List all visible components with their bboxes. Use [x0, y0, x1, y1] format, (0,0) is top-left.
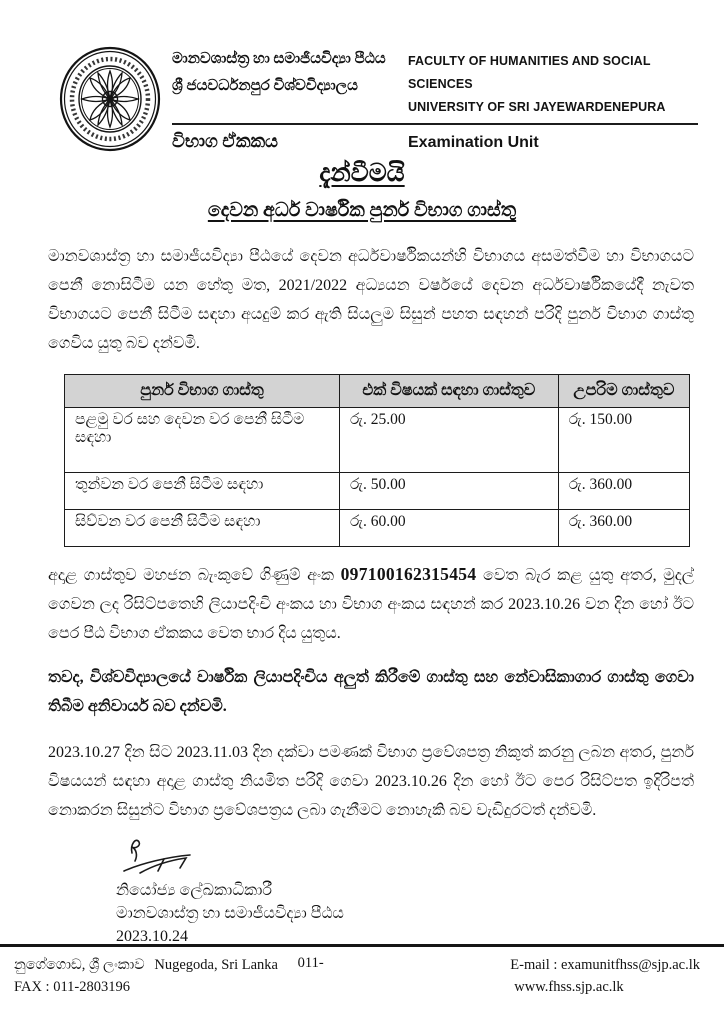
footer	[0, 944, 724, 998]
fee-row1-description: පළමු වර සහ දෙවන වර පෙනී සිටීම සඳහා	[65, 408, 340, 473]
fee-row2-per-subject: රු. 50.00	[340, 473, 559, 510]
faculty-en-line1: FACULTY OF HUMANITIES AND SOCIAL SCIENCES	[408, 54, 651, 92]
fee-table-header-description: පුනර් විභාග ගාස්තු	[65, 375, 340, 408]
university-seal-icon	[58, 46, 162, 152]
payment-text-after: වෙත බැර කළ යුතු අතර, මුදල් ගෙවන ලද රිසිට්පතෙහි ලියාපදිංචි අංකය හා විභාග අංකය සඳහන් කර 2023.10.26 වන දින හෝ ඊට පෙර පීඨ විභාග ඒකකය වෙත භාර දිය යුතුය.	[48, 567, 694, 643]
header-divider	[172, 123, 698, 125]
fee-row3-maximum: රු. 360.00	[558, 510, 689, 547]
paragraph-intro: මානවශාස්ත්‍ර හා සමාජීයවිද්‍යා පීඨයේ දෙවන අර්ධවාර්ෂිකයන්හි විභාගය අසමත්වීම හා විභාගයට පෙනී නොසිටීම යන හේතු මත, 2021/2022 අධ්‍යයන වර්ෂයේ දෙවන අර්ධවාර්ෂිකයේදී නැවත විභාගයට පෙනී සිටීම සඳහා අයදුම් කර ඇති සියලුම සිසුන් පහත සඳහන් පරිදි පුනර් විභාග ගාස්තු ගෙවිය යුතු බව දන්වමි.	[48, 248, 694, 353]
fee-row1-maximum: රු. 150.00	[558, 408, 689, 473]
footer-email: E-mail : examunitfhss@sjp.ac.lk	[510, 957, 700, 973]
notice-title: දැන්වීමයි	[319, 160, 405, 188]
notice-subtitle: දෙවන අර්ධ වාර්ෂික පුනර් විභාග ගාස්තු	[207, 200, 517, 222]
payment-text-before: අදාළ ගාස්තුව මහජන බැංකුවේ ගිණුම් අංක	[48, 567, 341, 585]
fee-table-header-maximum: උපරිම ගාස්තුව	[558, 375, 689, 408]
footer-address-sinhala: නුගේගොඩ, ශ්‍රී ලංකාව	[14, 957, 145, 973]
fee-row2-maximum: රු. 360.00	[558, 473, 689, 510]
signature-icon	[120, 833, 216, 879]
fee-row3-per-subject: රු. 60.00	[340, 510, 559, 547]
footer-address-line	[14, 954, 324, 976]
footer-contact-right	[510, 954, 704, 998]
fee-row2-description: තුන්වන වර පෙනී සිටීම සඳහා	[65, 473, 340, 510]
unit-name-sinhala: විභාග ඒකකය	[172, 131, 279, 152]
letterhead-text	[172, 46, 698, 152]
notice-body	[0, 242, 724, 948]
paragraph-admission-cards: 2023.10.27 දින සිට 2023.11.03 දින දක්වා පමණක් විභාග ප්‍රවේශපත්‍ර නිකුත් කරනු ලබන අතර, පුනර් විෂයයන් සඳහා අදාළ ගාස්තු නියමිත පරිදි ගෙවා 2023.10.26 දින හෝ ඊට පෙර රිසිට්පත ඉදිරිපත් නොකරන සිසුන්ට විභාග ප්‍රවේශපත්‍රය ලබා ගැනීමට නොහැකි බව වැඩිදුරටත් දන්වමි.	[48, 744, 694, 820]
bank-account-number: 097100162315454	[340, 564, 477, 585]
footer-website: www.fhss.sjp.ac.lk	[514, 979, 624, 995]
paragraph-payment	[48, 560, 694, 648]
table-row	[65, 510, 690, 547]
fee-table	[64, 374, 690, 547]
fee-row1-per-subject: රු. 25.00	[340, 408, 559, 473]
faculty-name-english	[408, 46, 698, 119]
footer-address-english: Nugegoda, Sri Lanka	[154, 957, 278, 973]
paragraph-registration: තවද, විශ්වවිද්‍යාලයේ වාර්ෂික ලියාපදිංචිය අලුත් කිරීමේ ගාස්තු සහ නේවාසිකාගාර ගාස්තු ගෙවා තිබීම අනිවාර්ය බව දන්වමි.	[48, 669, 694, 716]
fee-table-header-per-subject: එක් විෂයක් සඳහා ගාස්තුව	[340, 375, 559, 408]
unit-name-english: Examination Unit	[408, 134, 539, 152]
signature-block	[116, 833, 694, 948]
table-row	[65, 408, 690, 473]
notice-heading	[0, 160, 724, 222]
fee-table-header-row	[65, 375, 690, 408]
faculty-name-sinhala	[172, 46, 408, 119]
faculty-si-line1: මානවශාස්ත්‍ර හා සමාජීයවිද්‍යා පීඨය	[172, 51, 386, 67]
footer-fax: FAX : 011-2803196	[14, 979, 130, 995]
letterhead	[0, 0, 724, 152]
faculty-si-line2: ශ්‍රී ජයවර්ධනපුර විශ්වවිද්‍යාලය	[172, 78, 358, 94]
footer-contact-left	[14, 954, 324, 998]
faculty-en-line2: UNIVERSITY OF SRI JAYEWARDENEPURA	[408, 100, 666, 115]
signature-date: 2023.10.24	[116, 928, 188, 946]
footer-phone: 011-	[297, 955, 324, 971]
table-row	[65, 473, 690, 510]
fee-row3-description: සිව්වන වර පෙනී සිටීම සඳහා	[65, 510, 340, 547]
signatory-title: නියෝජ්‍ය ලේඛකාධිකාරී	[116, 882, 273, 900]
signatory-faculty: මානවශාස්ත්‍ර හා සමාජීයවිද්‍යා පීඨය	[116, 905, 344, 923]
